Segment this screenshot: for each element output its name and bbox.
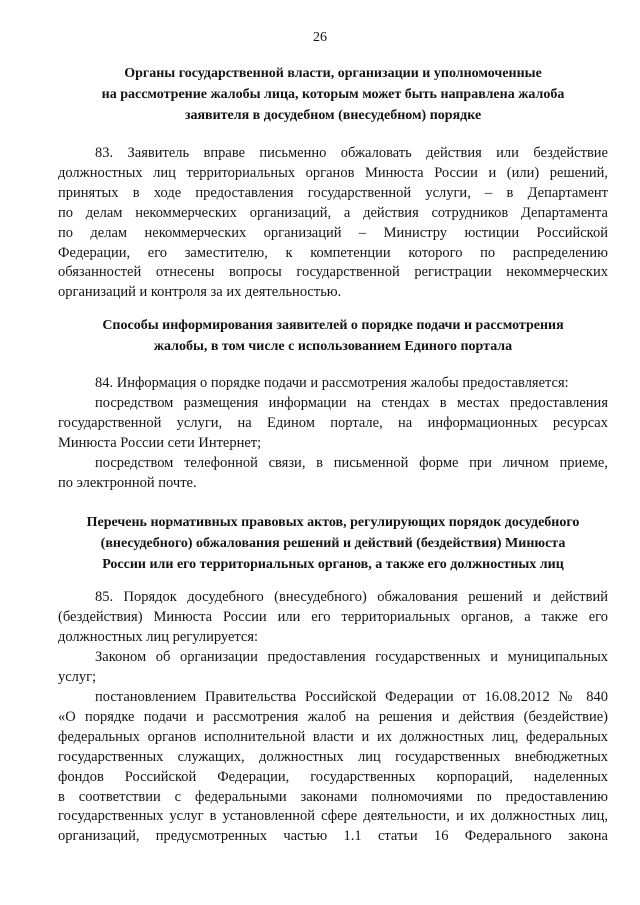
text-line: Законом об организации предоставления государственных и муниципальных bbox=[95, 649, 608, 665]
text-line: посредством размещения информации на стендах в местах предоставления bbox=[95, 395, 608, 411]
section-heading-information-methods bbox=[58, 315, 608, 357]
heading-line: жалобы, в том числе с использованием Единого портала bbox=[153, 339, 513, 354]
text-line: услуг; bbox=[58, 668, 97, 685]
text-line: обязанностей отнесены вопросы государственной регистрации некоммерческих bbox=[58, 264, 608, 281]
heading-line: Перечень нормативных правовых актов, регулирующих порядок досудебного bbox=[86, 515, 580, 530]
heading-line: Органы государственной власти, организации и уполномоченные bbox=[124, 66, 542, 81]
paragraph-83 bbox=[58, 144, 608, 303]
text-line: организаций и контроля за их деятельностью. bbox=[58, 284, 342, 301]
section-heading-complaint-bodies bbox=[58, 63, 608, 126]
text-line: Федерации, его заместителю, к компетенции которого по распределению bbox=[58, 244, 608, 261]
text-line: государственных услуг в установленной сфере деятельности, и их должностных лиц, bbox=[58, 808, 608, 825]
text-line: должностных лиц регулируется: bbox=[58, 628, 259, 645]
paragraph-85-resolution bbox=[58, 688, 608, 847]
heading-line: России или его территориальных органов, а также его должностных лиц bbox=[102, 557, 564, 572]
text-line: принятых в ходе предоставления государственной услуги, – в Департамент bbox=[58, 184, 608, 201]
text-line: Минюста России сети Интернет; bbox=[58, 434, 262, 451]
text-line: 83. Заявитель вправе письменно обжаловать действия или бездействие bbox=[95, 145, 608, 161]
text-line: 85. Порядок досудебного (внесудебного) обжалования решений и действий bbox=[95, 589, 608, 605]
text-line: по делам некоммерческих организаций – Министру юстиции Российской bbox=[58, 224, 608, 241]
text-line: фондов Российской Федерации, государственных корпораций, наделенных bbox=[58, 768, 608, 785]
paragraph-84 bbox=[58, 374, 608, 394]
text-line: организаций, предусмотренных частью 1.1 статьи 16 Федерального закона bbox=[58, 828, 608, 845]
text-line: посредством телефонной связи, в письменной форме при личном приеме, bbox=[95, 455, 608, 471]
text-line: государственной услуги, на Едином портале, на информационных ресурсах bbox=[58, 414, 608, 431]
text-line: в соответствии с федеральными законами полномочиями по предоставлению bbox=[58, 788, 608, 805]
heading-line: заявителя в досудебном (внесудебном) порядке bbox=[184, 108, 482, 123]
text-line: «О порядке подачи и рассмотрения жалоб на решения и действия (бездействие) bbox=[58, 708, 608, 725]
paragraph-85 bbox=[58, 588, 608, 648]
text-line: федеральных органов исполнительной власти и их должностных лиц, федеральных bbox=[58, 728, 608, 745]
text-line: по электронной почте. bbox=[58, 474, 197, 491]
paragraph-84-stands bbox=[58, 394, 608, 454]
paragraph-84-phone bbox=[58, 454, 608, 494]
text-line: постановлением Правительства Российской Федерации от 16.08.2012 № 840 bbox=[95, 689, 608, 705]
page-number: 26 bbox=[313, 30, 327, 45]
text-line: (бездействия) Минюста России или его территориальных органов, а также его bbox=[58, 608, 608, 625]
text-line: должностных лиц территориальных органов Минюста России и (или) решений, bbox=[58, 164, 608, 181]
text-line: 84. Информация о порядке подачи и рассмотрения жалобы предоставляется: bbox=[95, 375, 569, 391]
section-heading-legal-acts bbox=[58, 512, 608, 575]
heading-line: Способы информирования заявителей о порядке подачи и рассмотрения bbox=[102, 318, 564, 333]
text-line: по делам некоммерческих организаций, а действия сотрудников Департамента bbox=[58, 204, 608, 221]
paragraph-85-law bbox=[58, 648, 608, 688]
heading-line: на рассмотрение жалобы лица, которым может быть направлена жалоба bbox=[101, 87, 565, 102]
heading-line: (внесудебного) обжалования решений и действий (бездействия) Минюста bbox=[100, 536, 566, 551]
text-line: государственных служащих, должностных лиц государственных внебюджетных bbox=[58, 748, 608, 765]
